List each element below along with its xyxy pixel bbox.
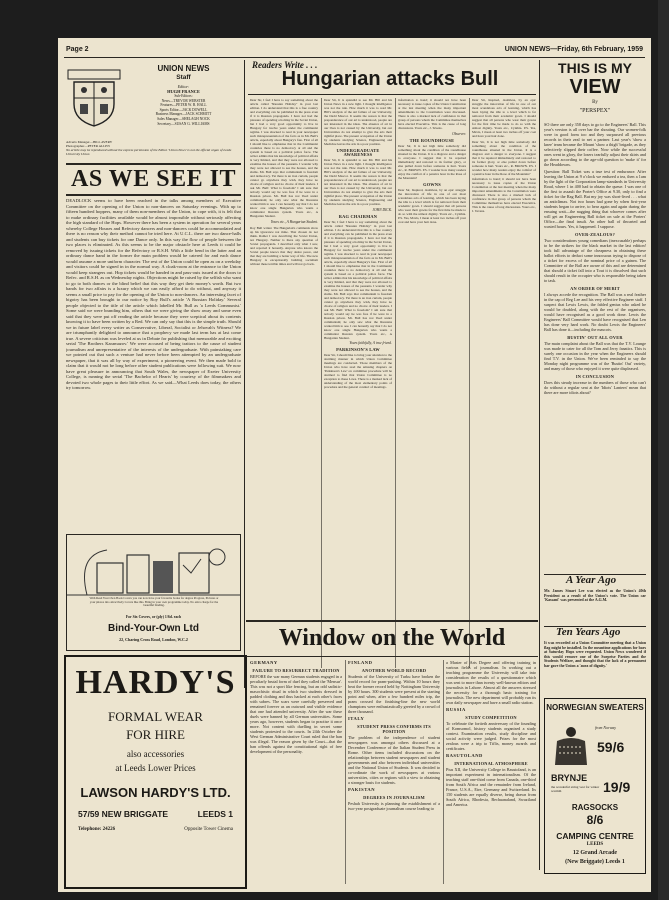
ten-years-title: Ten Years Ago <box>556 626 621 638</box>
window-rule-bottom <box>246 656 538 657</box>
hardys-street: 57/59 NEW BRIGGATE <box>78 809 169 819</box>
photographer: Photographer—PETER ALLEN <box>66 144 110 148</box>
staff-box <box>66 62 241 162</box>
column-rule-left <box>244 60 245 688</box>
staff-line: Sports Editor—JACK DOWELL <box>159 107 208 112</box>
staff-line: Sub-Editors: <box>174 94 193 98</box>
bind-advert-address: 22, Charing Cross Road, London, W.C.2 <box>119 637 188 642</box>
letters-col-4: Dear Sir, Inspired, doubtless, by an epic struggle the innovation of life in one of our most scandalous acts of learning, which has been laying the idle to a level which is far removed from their academic gown. I should suggest that all persons who wear their gowns for the first time be made to do so with the utmost dignity. Yours etc., Cynthia. P.S. Yes, Mavis, I mean at least two inches off your coat and have your hair done. Dear Sir, It is not high time somebody did something about the condition of the roundhouse situated in the Union. It is a disgrace and a danger to everyone. I suggest that it be repaired immediately and restored to its former glory, or else pulled down before someone is hurt. Yours etc., R. BROWN. P.S. I wonder how many readers enjoy the comfort of a pensive hour in the Rose of the Mountain? information to hand; it should not have been necessary to issue copies of the Union Constitution at the last meeting when the many important amendments to the Constitution were discussed. There is also a marked lack of confidence in that group of persons whom the Committee themselves have elected Executive. This is the cause of long discussions. Yours etc., J. Tevens. <box>472 98 536 213</box>
norwegian-price-3: 8/6 <box>586 813 604 827</box>
ragsocks: RAGSOCKS <box>571 803 619 812</box>
letters-col-2: Dear Sir, It is splendid to see Mr. Hill and his Union News in a new light. I thought intelligence was not the rule. How much it was to read Mr. Hill's analysis of the Art failure of our University, the Dadd Mascot. It seems the reason is that the preponderance of our art is understood, people are not interested in the ideas. The absence of art in our lives is not caused by the University, but our Universities do not attempt to give the arts their rightful place. The present occupation of the Union by students studying Science, Engineering and Medicine leaves the arts in a poor position. UNDERGRADUATE AWARENESS Dear Sir, It is splendid to see Mr. Hill and his Union News in a new light. I thought intelligence was not the rule. How much it was to read Mr. Hill's analysis of the Art failure of our University, the Dadd Mascot. It seems the reason is that the preponderance of our art is understood, people are not interested in the ideas. The absence of art in our lives is not caused by the University, but our Universities do not attempt to give the arts their rightful place. The present occupation of the Union by students studying Science, Engineering and Medicine leaves the arts in a poor position. JOHN DICK. RAG CHAIRMAN Dear Sir, I feel I have to say something about the article called "Russian Holiday" in your last edition. I do understand that this is a free country and everything can be published in the press even if it is Russian propaganda. I have not had the pleasure of spending a holiday in the Soviet Union, but I had a very good opportunity to live in Hungary for twelve years under the communist regime. I was shocked to read in your newspaper such misrepresentation of the facts as in Mr. Bull's article, especially about Hungary's fate. First of all I should like to emphasise that in the Communist countries there is no democracy at all and the system is based on a political police force. The writer admits that his knowledge of political affairs is very limited, and that they were not allowed to examine the houses of the peasants. I wonder why they were not allowed to see the houses, and the slums. Mr. Bull says that communism is freedom and democracy. Yet there is an iron curtain, people cannot go anywhere they wish, they have no choice of religion and no choice of their leaders. I ask Mr. Bull: What is freedom? I am sure that nobody would say he was free if he were in a Russian prison. Mr. Bull has not lived under communism; he only saw what the Russians wanted him to see. I can honestly say that I do not know one single Hungarian who wants a communist Russian system. Yours etc., A Hungarian Student. Yours faithfully, A true friend. PARKINSON'S LAW Dear Sir, I should like to bring your attention to the alarming manner in which Union Committee meetings are conducted. Those members of the Union who have read the amusing chapters on 'Parkinson's Law' on committee procedure will be alarmed to find that Union Committee is no exception to these Laws. There is a marked lack of understanding of the most elementary points of procedure and the general conduct of meetings. <box>324 98 392 389</box>
newspaper-page <box>58 38 651 892</box>
editor-name: HUGH FRANCE <box>167 89 200 94</box>
camping-address: 12 Grand Arcade <box>572 850 618 856</box>
staff-line: News—TREVOR WEBSTER <box>161 98 206 103</box>
bind-advert-body: With Read Your Own Book Covers you can now have your favourite books for degree Progress, Pictures or your photos into attractively Covers like this. Bring in your own programme today. No extra charge for the beautiful binding. <box>89 596 219 608</box>
view-body: SO there are only 358 days to go to the Engineers' Ball. This year's version is all over bar the shouting. Our women-folk were in good form too and they surpassed all previous records in their zeal to net a partner. Last year's 'show a knee' team became the Mount 'show a thigh' brigade, as they selectively slipped their coffee. Now while the successful ones went in glory, the losers tearfully adjust their skirts and go down according to the age-old question to 'make it' for the Headdowns. Question: Ball Ticket was a true test of endurance. After leaving the Union at 9 o'clock we endured a tea, then a 1am by the light of the Corporation lamp-standards in University Road, where 1 in 400 had to obtain the queue. I was one of the first to assault the Porter's Office at 9.30, only to find a ticket for the Rag Ball. But my joy was short-lived . . . what an anticlimax. Not two hours had gone by when first-year students began to arrive, to hear again and again during the ensuing wait—the nagging thing that whoever comes after will get an Engineering Ball ticket on sale at the Porters' Office—the final insult. An other ball of thwarted and wasted hours. Yes, it happened. I suppose. OVER-ZEALOUS? Two considerations young comedians (inexcusable) perhaps to be the strikers for the black market in the last edition! took full advantage of the cheapness in obtaining these ballot efforts to deduct some innocuous trying to dispose of a ticket for excess of the nominal price of a guinea. The Committee of the Ball are aware of this and are determined that should a ticket fall into a Tout it is dissolved that such should result in the occupier who is responsible being taken to task. AN ORDER OF MERIT I always accede the recognition. The Ball was a real feather in the cap of Reg Lee and his very effective Engineer staff. I suspect that Lewis Lewis, the fabled genius who asked he would be doubled, along with the rest of the organisers, would have recognised as a good work done. Lewis the Engineers' Ball Committee would have recognised that Len has done very hard work. No doubt Lewis the Engineers' Ball has done it—including the mascots. BUSTIN' OUT ALL OVER The main complaint about the Ball was that the T.V. Lounge was made to cater for all the Tom and Jerry fanatics. This is surely one occasion in the year when the Engineers should find T.V. in the Union. We've been reminded to say the Monday night programme was of the 'Bustin' Out' variety, and many of those who enjoyed it were quite displeased. IN CONCLUSION Does this steady increase in the numbers of those who can't do without a regular seat at the 'Idiots' Lantern' mean that there are more idiots about? <box>544 122 646 395</box>
window-col-2: FINLAND ANOTHER WORLD RECORD Students of the University of Turku have broken the world record for pram-pushing. Within 10 hours they beat the former record held by Nottingham University by 100 hours. 300 students were present at the starting point and when, after a few hundred miles trip, the pram crossed the finishing-line the new world champions were enthusiastically greeted by a crowd of three thousand. ITALY STUDENT PRESS CONFIRMS ITS POSITION The problem of the independence of student newspapers was amongst others discussed at a December Conference of the Italian Student Press in Rome. Other items included discussions on the relationships between student newspapers and student governments and also between individual universities and the National Union of Students. It was decided to co-ordinate the work of newspapers at various universities, cities or regions with a view to obtaining a stronger basis for students. PAKISTAN DEGREES IN JOURNALISM Peshah University is planning the establishment of a two-year postgraduate journalism course leading to <box>348 660 440 811</box>
hardys-opposite: Opposite Tower Cinema <box>184 827 233 832</box>
norwegian-sweaters-advert <box>544 698 646 874</box>
brynje-desc: the wonderful string vest for winter warmth <box>551 785 600 793</box>
page-number: Page 2 <box>66 46 89 53</box>
staff-subtitle: Staff <box>176 74 191 81</box>
issue-line: UNION NEWS—Friday, 6th February, 1959 <box>504 46 643 53</box>
norwegian-subtitle: from Norway <box>595 725 617 730</box>
hardys-prices: at Leeds Lower Prices <box>115 763 196 773</box>
window-rule-top <box>246 620 538 622</box>
editorial-body: DEADLOCK seems to have been reached in the talks among members of Executive Committee on the opening of the Union to non-dancers on Saturday evenings. With up to fifteen hundred hoppers, many of them non-members of the Union, to cope with, it is felt that to make ordinary facilities available would be almost impossible without seriously affecting the high standard of the Hops. However there has been a system in operation for several years whereby College Houses and Refectory dancers and non-dancers could be accommodated and there is no reason why their method cannot be tried here. At U.C.L. there are two dance-halls and students can buy tickets for one Dance only. In this way the flow of people between the two places is eliminated. As this seems to be the major obstacle here at Leeds it could be removed by issuing tickets for the Refectory or R.S.H. With a little bend in the latter and an ordinary dance band in the former the main problem would be catered for and each dance would assume a more uniform character. The rest of the Union could be open as on a weekday and visitors could be signed in in the normal way. A cloak-room at the entrance to the Union would keep strangers out. Hop tickets would be handed in and pass-outs issued at the doors to Refec. and R.S.H. as on Wednesday nights. Objections might be raised by the selfish who want to go to both dances or the blind belief that this way they get their money's worth. But two bands for two affairs is a luxury which we can easily afford to do without, and anyway it seems a small price to pay for the opening of the Union to non-dancers. An interesting facet of bigotry has been brought to our notice by Roy Bull's article 'A Russian Holiday.' Several people objected to the title of the article which labelled Mr. Bull as 'a Leeds Communist.' Some said we were branding him, others that we were giving the show away and some even said that they were put off reading the article because they were sceptical about its contents knowing it to have been written by a Red. We can only say that this is the simple truth. Should we in future label every writer as Conservative, Liberal, Socialist or Jehovah's Witness? We are triumphantly delighted to announce that a prophecy we made last term has at last come true. A severe criticism was leveled at us in Debate for publishing that memorable and exciting serial 'The Brothers Karamazov.' We were accused of being traitors to the cause of student journalism and unrepresentative of the interests of the undergraduate. With painstaking care we pointed out that such a venture had never before been attempted by an undergraduate newspaper, that it was all by way of experiment, a pioneering event. We then made bold to claim that it would not be long before other student publications were following suit. We now have great pleasure in announcing that South Wales, the newspaper of Exeter University College, is running the serial 'The Bachelor of Hearts' by courtesy of the filmmakers and devoted two whole pages to their little effort. As we said—What Leeds does today, the others try tomorrow. <box>66 198 241 390</box>
editorial-title: AS WE SEE IT <box>71 166 236 192</box>
camping-address-2: (New Briggate) Leeds 1 <box>565 859 625 865</box>
window-title: Window on the World <box>278 625 506 651</box>
view-by: By <box>592 100 598 105</box>
editorial-rule-bottom <box>66 194 241 196</box>
bind-advert-offer: For Six Covers, or (ply) 1/6d. each <box>125 615 182 619</box>
letters-rule <box>248 94 536 95</box>
column-rule-right <box>539 60 540 870</box>
university-crest-icon <box>66 68 122 128</box>
staff-line: Business Manager—JACK SCHMITT <box>155 112 212 117</box>
hardys-title: HARDY'S <box>75 664 236 701</box>
page-edge-shadow <box>658 0 669 900</box>
norwegian-title: NORWEGIAN SWEATERS <box>546 703 644 712</box>
editorial-rule-top <box>66 163 241 165</box>
norwegian-price-1: 59/6 <box>597 739 625 755</box>
view-title-2: VIEW <box>569 76 621 98</box>
hardys-telephone: Telephone: 24226 <box>78 827 116 832</box>
staff-line: Features—PETER W. B. HALL <box>160 103 207 108</box>
adverts-manager: Adverts Manager—BILL AVERY <box>66 140 113 144</box>
hardys-city: LEEDS 1 <box>197 809 233 819</box>
view-title-1: THIS IS MY <box>558 60 632 76</box>
hardys-advert <box>64 655 247 889</box>
staff-line: Secretary—SUSAN G. WILLIAMS <box>157 121 210 126</box>
staff-line: Sales Manager—SHELAGH NOCK <box>157 116 210 121</box>
hardys-accessories: also accessories <box>126 749 185 759</box>
staff-disclaimer: No article may be reproduced without the express permission of the Editor. 'Union News' is not the official organ of Leeds University Union <box>66 148 232 156</box>
staff-list <box>126 94 241 126</box>
brynje-brand: BRYNJE <box>551 773 588 783</box>
hardys-formal-wear: FORMAL WEAR <box>108 709 203 724</box>
editor-label: Editor: <box>177 84 190 89</box>
readers-write-kicker: Readers Write . . . <box>252 60 318 70</box>
letters-col-1: Dear Sir, I feel I have to say something about the article called "Russian Holiday" in your last edition. I do understand that this is a free country and everything can be published in the press even if it is Russian propaganda. I have not had the pleasure of spending a holiday in the Soviet Union, but I had a very good opportunity to live in Hungary for twelve years under the communist regime. I was shocked to read in your newspaper such misrepresentation of the facts as in Mr. Bull's article, especially about Hungary's fate. First of all I should like to emphasise that in the Communist countries there is no democracy at all and the system is based on a political police force. The writer admits that his knowledge of political affairs is very limited, and that they were not allowed to examine the houses of the peasants. I wonder why they were not allowed to see the houses, and the slums. Mr. Bull says that communism is freedom and democracy. Yet there is an iron curtain, people cannot go anywhere they wish, they have no choice of religion and no choice of their leaders. I ask Mr. Bull: What is freedom? I am sure that nobody would say he was free if he were in a Russian prison. Mr. Bull has not lived under communism; he only saw what the Russians wanted him to see. I can honestly say that I do not know one single Hungarian who wants a communist Russian system. Yours etc., A Hungarian Student. Yours etc., A Hungarian Student. Roy Bull writes: The Hungarian's comments show up his ignorance not mine. That chosen do not think. Rather I was describing the Soviet Union, not Hungary. Neither is there any question of Soviet propaganda. I described only what I saw, and reported it honestly. Anyone who knows the Soviet people knows that they desire peace, and that they are building a better way of life. The new Hungary is exceptionally building socialism without these terrible times and will not go back. <box>250 98 318 266</box>
hardys-company: LAWSON HARDY'S LTD. <box>80 785 231 800</box>
staff-title: UNION NEWS <box>157 64 210 73</box>
camping-city: LEEDS <box>586 842 604 847</box>
window-col-1: GERMANY FAILURE TO RESURRECT TRADITION BEFORE the war many German students engaged in a peculiarly brutal form of duel they called the 'Mensur'. This was not a sport like fencing, but an odd sadistic-masochistic ritual in which two students dressed in padded clothing and thus hacked at each other's faces with sabres. The scars were carefully preserved and remained forever as an outward and visible evidence that one had attended university. After the war these duels were banned by all German universities. Some years ago, however, students began to practise it once more. Not content with duelling in secret some students protested to the courts. In 24th October the West German Administrative Court ruled that the ban was illegal. The reason given by the Court—that the ban offends against the constitutional right of free development of the personality. <box>250 660 342 754</box>
bind-your-own-advert <box>66 534 241 651</box>
year-ago-body: Mr. James Stuart Lee was elected as the Union's 40th President as a result of the Union's vote. The Union car 'Kassani' was presented at the A.G.M. <box>544 589 646 603</box>
camping-centre: CAMPING CENTRE <box>556 831 634 841</box>
sweater-figure-icon <box>551 725 591 769</box>
ten-years-body: It was recorded at a Union Committee meeting that a Union flag might be installed. In the meantime applications for bars at Saturday Hops were requested. Union News wondered if this would remove one of the Surprise Parties and the Students Welfare, and thought that the lack of a permanent bar gave the Union a 'aura of dignity.' <box>544 641 646 668</box>
masthead-rule <box>64 57 645 58</box>
bind-advert-title: Bind-Your-Own Ltd <box>108 623 199 634</box>
letters-headline: Hungarian attacks Bull <box>281 68 499 90</box>
letters-col-3: information to hand; it should not have been necessary to issue copies of the Union Constitution at the last meeting when the many important amendments to the Constitution were discussed. There is also a marked lack of confidence in that group of persons whom the Committee themselves have elected Executive. This is the cause of long discussions. Yours etc., J. Tevens. Observer. THE ROUNDHOUSE Dear Sir, It is not high time somebody did something about the condition of the roundhouse situated in the Union. It is a disgrace and a danger to everyone. I suggest that it be repaired immediately and restored to its former glory, or else pulled down before someone is hurt. Yours etc., R. BROWN. P.S. I wonder how many readers enjoy the comfort of a pensive hour in the Rose of the Mountain? GOWNS Dear Sir, Inspired, doubtless, by an epic struggle the innovation of life in one of our most scandalous acts of learning, which has been laying the idle to a level which is far removed from their academic gown. I should suggest that all persons who wear their gowns for the first time be made to do so with the utmost dignity. Yours etc., Cynthia. P.S. Yes, Mavis, I mean at least two inches off your coat and have your hair done. <box>398 98 466 224</box>
window-col-3: a Master of Arts Degree and offering training in various fields of journalism. In working out a teaching programme the University will take into consideration the results of a questionnaire which was sent to more than twenty well-known editors and journalists in Lahore. Almost all the answers stressed the necessity for a thorough basic training for journalists. The new department will probably run its own daily newspaper and have a small radio station. RUSSIA STUDY COMPETITION To celebrate the fortieth anniversary of the founding of Komsomol, history students organised a study contest. Examination results, study discipline and social activity were judged. Prizes for the most zealous were a trip to Tiflis, money awards and certificates. BASUTOLAND INTERNATIONAL ATMOSPHERE Pius XII, the University College in Basutoland, is an important experiment in internationalism. Of the teaching staff one-third come from Canada, one-third from South Africa and the remainder from Ireland, France, U.S.A., Eire, Germany and Switzerland. Its 150 students are equally diverse, being drawn from South Africa, Rhodesia, Bechuanaland, Swaziland and America. <box>446 660 536 807</box>
view-author: "PERSPEX" <box>579 108 611 114</box>
norwegian-price-2: 19/9 <box>603 779 631 795</box>
hardys-for-hire: FOR HIRE <box>126 727 185 742</box>
year-ago-title: A Year Ago <box>566 574 617 586</box>
